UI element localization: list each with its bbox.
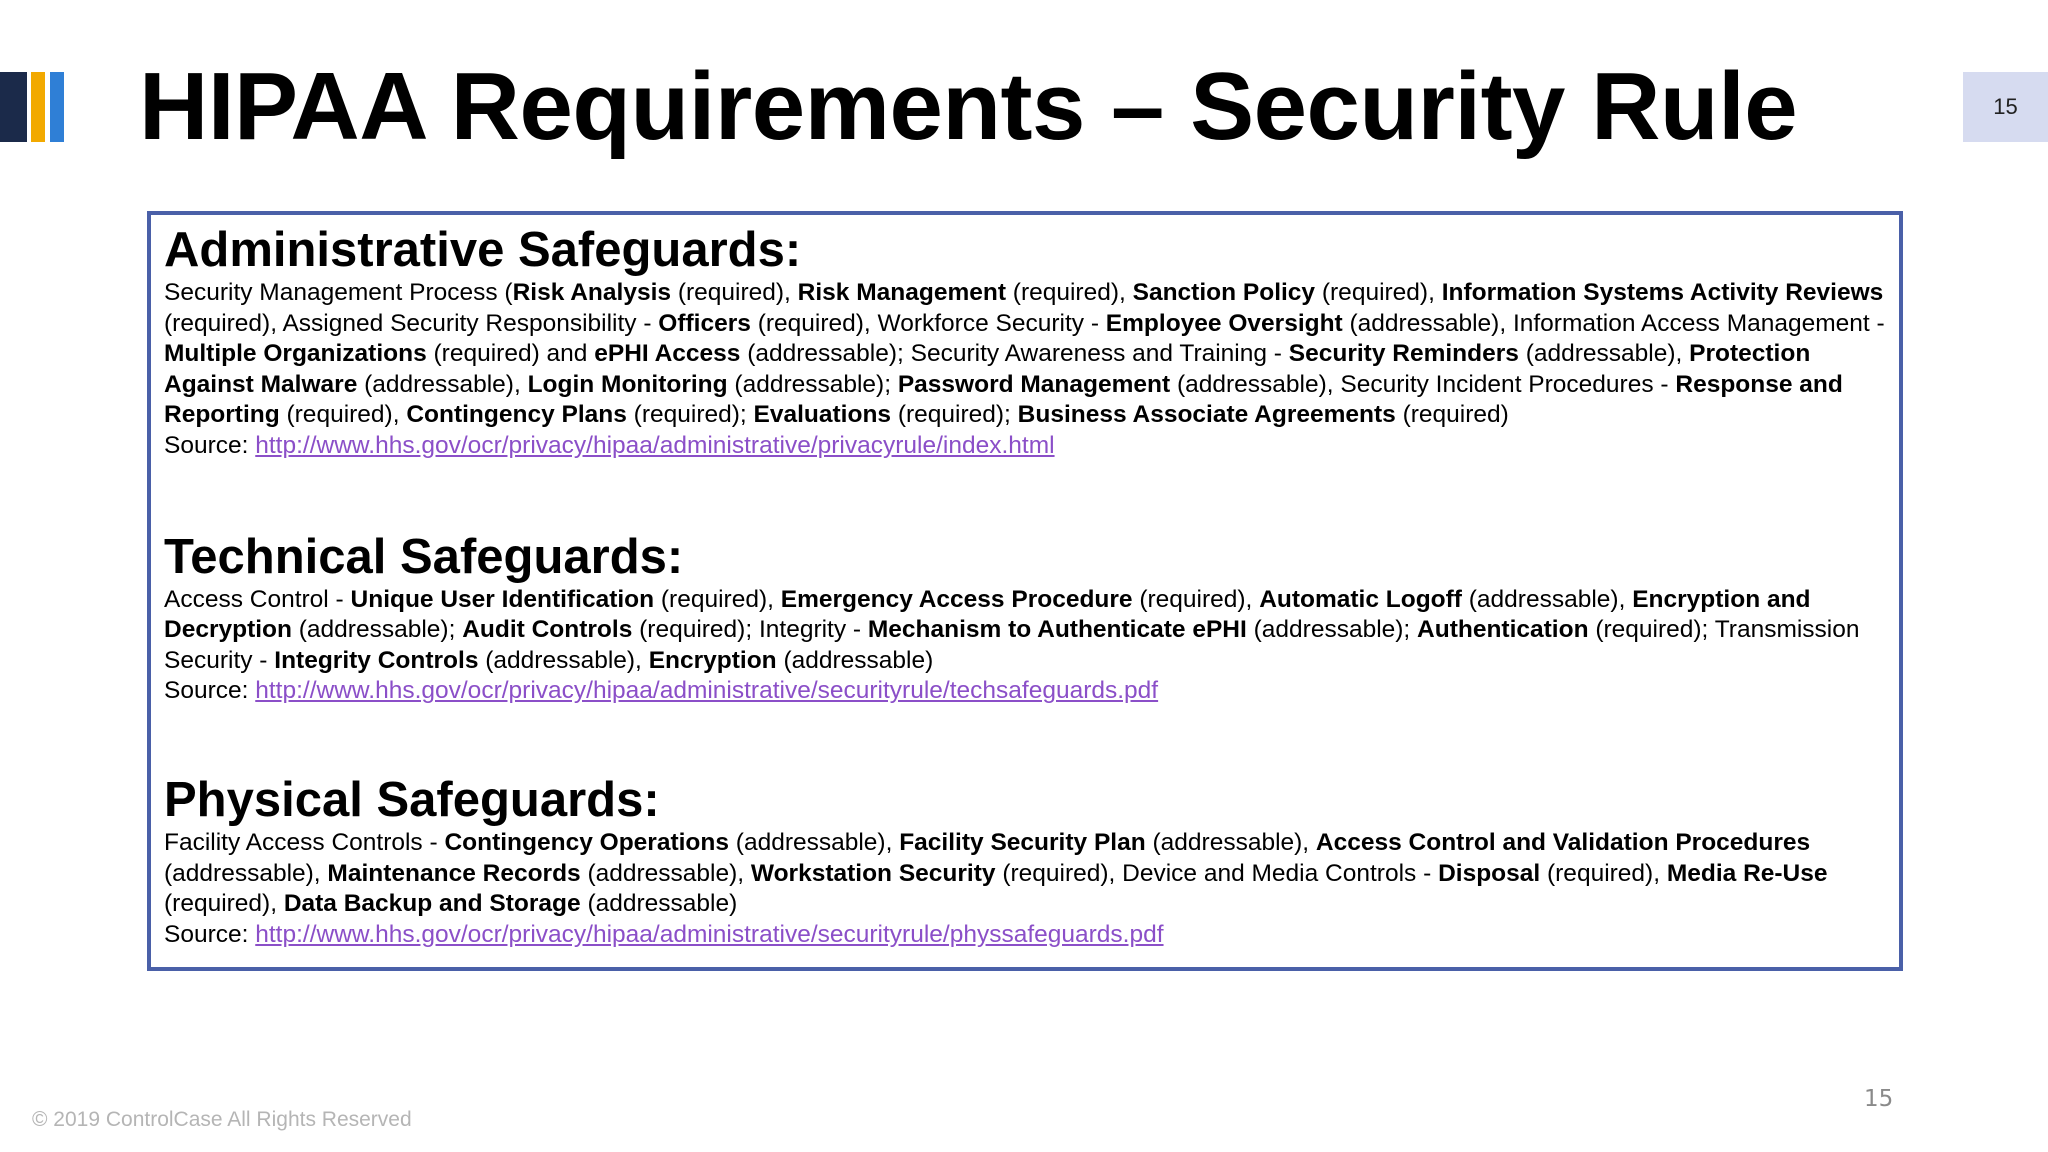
body-text-run: (required),	[279, 401, 407, 429]
body-text-run: (addressable); Security Awareness and Training -	[740, 340, 1289, 368]
body-text-run: (required),	[1132, 585, 1260, 613]
logo-bar-gold	[31, 72, 45, 142]
section-body	[164, 828, 1904, 920]
requirement-name: Integrity Controls	[274, 646, 479, 674]
requirement-name: Maintenance Records	[327, 859, 581, 887]
body-text-run: (required),	[671, 279, 798, 306]
copyright-notice: © 2019 ControlCase All Rights Reserved	[32, 1108, 412, 1131]
page-tab: 15	[1963, 72, 2048, 142]
body-text-run: (addressable),	[728, 828, 900, 856]
source-label: Source:	[164, 431, 256, 459]
requirement-name: Emergency Access Procedure	[780, 585, 1133, 613]
body-text-run: (required);	[626, 401, 754, 429]
body-text-run: (required); Integrity -	[632, 616, 868, 644]
technical-safeguards-section	[164, 529, 1904, 707]
body-text-run: Access Control -	[164, 585, 351, 613]
body-text-run: (addressable),	[580, 859, 751, 887]
requirement-name: Business Associate Agreements	[1017, 401, 1396, 429]
body-text-run: (addressable);	[1246, 616, 1418, 644]
content-area	[164, 222, 1904, 950]
requirement-name: Authentication	[1417, 616, 1589, 644]
requirement-name: Evaluations	[753, 401, 892, 429]
body-text-run: (required) and	[426, 340, 595, 368]
requirement-name: Workstation Security	[750, 859, 996, 887]
requirement-name: Facility Security Plan	[899, 828, 1146, 856]
requirement-name: Login Monitoring	[527, 370, 728, 398]
body-text-run: (required); Transmission Security -	[164, 616, 1860, 674]
logo-bar-navy	[0, 72, 27, 142]
section-heading: Administrative Safeguards:	[164, 223, 802, 277]
slide-title: HIPAA Requirements – Security Rule	[139, 53, 1798, 160]
requirement-name: Automatic Logoff	[1259, 585, 1462, 613]
source-link[interactable]: http://www.hhs.gov/ocr/privacy/hipaa/administrative/securityrule/techsafeguards.pdf	[255, 677, 1159, 705]
requirement-name: Data Backup and Storage	[283, 890, 581, 918]
body-text-run: (addressable),	[164, 859, 328, 887]
requirement-name: ePHI Access	[594, 340, 741, 368]
section-body	[164, 278, 1904, 431]
requirement-name: Response and Reporting	[164, 370, 1843, 429]
source-line	[164, 431, 1904, 462]
requirement-name: Contingency Operations	[444, 828, 729, 856]
requirement-name: Risk Analysis	[512, 279, 672, 306]
body-text-run: (addressable);	[727, 370, 898, 398]
requirement-name: Mechanism to Authenticate ePHI	[867, 616, 1247, 644]
body-text-run: Facility Access Controls -	[164, 828, 445, 856]
body-text-run: (addressable), Security Incident Procedures -	[1170, 370, 1676, 398]
administrative-safeguards-section	[164, 222, 1904, 462]
body-text-run: (addressable)	[580, 890, 738, 918]
requirement-name: Disposal	[1438, 859, 1541, 887]
source-line	[164, 920, 1904, 951]
requirement-name: Encryption	[648, 646, 777, 674]
body-text-run: (required),	[1005, 279, 1133, 306]
requirement-name: Protection Against Malware	[164, 340, 1811, 398]
body-text-run: (addressable),	[1145, 828, 1316, 856]
body-text-run: (required), Device and Media Controls -	[995, 859, 1439, 887]
requirement-name: Information Systems Activity Reviews	[1441, 279, 1884, 306]
body-text-run: (required),	[164, 890, 284, 918]
physical-safeguards-section	[164, 772, 1904, 950]
requirement-name: Risk Management	[797, 279, 1006, 306]
requirement-name: Access Control and Validation Procedures	[1315, 828, 1811, 856]
requirement-name: Audit Controls	[462, 616, 633, 644]
brand-logo	[0, 72, 66, 142]
body-text-run: (addressable), Information Access Management -	[1342, 309, 1885, 337]
body-text-run: (required);	[891, 401, 1018, 429]
logo-bar-blue	[50, 72, 64, 142]
requirement-name: Password Management	[897, 370, 1171, 398]
source-link[interactable]: http://www.hhs.gov/ocr/privacy/hipaa/administrative/securityrule/physsafeguards.pdf	[255, 920, 1164, 948]
requirement-name: Encryption and Decryption	[164, 585, 1811, 644]
body-text-run: (required),	[654, 585, 781, 613]
requirement-name: Sanction Policy	[1132, 279, 1316, 306]
body-text-run: (required), Workforce Security -	[750, 309, 1106, 337]
body-text-run: Security Management Process (	[164, 279, 513, 306]
body-text-run: (addressable),	[1461, 585, 1633, 613]
requirement-name: Contingency Plans	[406, 401, 627, 429]
body-text-run: (required),	[1315, 279, 1442, 306]
body-text-run: (required)	[1395, 401, 1509, 429]
requirement-name: Unique User Identification	[350, 585, 655, 613]
requirement-name: Multiple Organizations	[164, 340, 427, 368]
body-text-run: (required),	[1540, 859, 1667, 887]
body-text-run: (addressable),	[357, 370, 528, 398]
section-heading: Technical Safeguards:	[164, 529, 684, 584]
source-line	[164, 676, 1904, 707]
body-text-run: (addressable)	[776, 646, 934, 674]
body-text-run: (addressable),	[478, 646, 649, 674]
page-number: 15	[1864, 1086, 1894, 1112]
source-label: Source:	[164, 920, 256, 948]
requirement-name: Security Reminders	[1288, 340, 1519, 368]
source-link[interactable]: http://www.hhs.gov/ocr/privacy/hipaa/administrative/privacyrule/index.html	[255, 431, 1055, 459]
source-label: Source:	[164, 677, 256, 705]
body-text-run: (addressable),	[1518, 340, 1690, 368]
section-heading: Physical Safeguards:	[164, 772, 660, 827]
body-text-run: (required), Assigned Security Responsibility -	[164, 309, 659, 337]
requirement-name: Employee Oversight	[1105, 309, 1343, 337]
requirement-name: Officers	[658, 309, 751, 337]
section-body	[164, 585, 1904, 677]
requirement-name: Media Re-Use	[1666, 859, 1828, 887]
body-text-run: (addressable);	[291, 616, 463, 644]
